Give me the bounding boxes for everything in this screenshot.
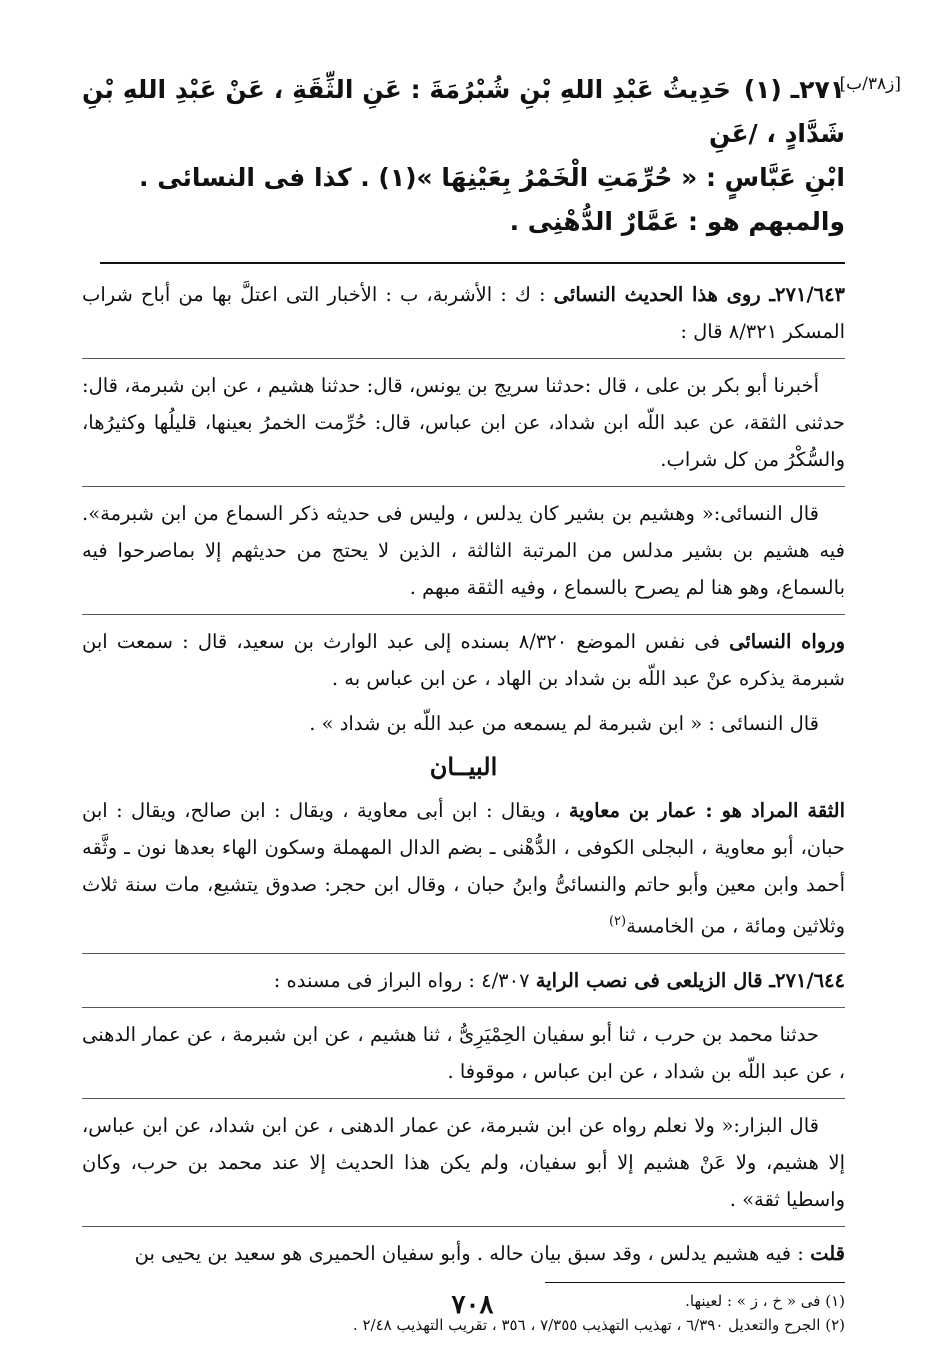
paragraph-bazzar-isnad: حدثنا محمد بن حرب ، ثنا أبو سفيان الحِمْيَرِىُّ ، ثنا هشيم ، عن ابن شبرمة ، عن عمار الدهنى ، عن عبد اللّه بن شداد ، عن ابن عباس ، موقوفا . (82, 1022, 845, 1083)
footnote-2: (٢) الجرح والتعديل ٦/٣٩٠ ، تهذيب التهذيب ٧/٣٥٥ ، ٣٥٦ ، تقريب التهذيب ٢/٤٨ . (352, 1315, 845, 1334)
paragraph-nasai-2 (82, 623, 845, 697)
main-separator (100, 262, 845, 264)
paragraph-lead: ٢٧١/٦٤٣ـ روى هذا الحديث النسائى (553, 283, 846, 306)
paragraph-643 (82, 276, 845, 350)
paragraph-text: ٤/٣٠٧ : رواه البراز فى مسنده : (273, 968, 536, 992)
paragraph-nasai-3: قال النسائى : « ابن شبرمة لم يسمعه من عبد اللّه بن شداد » . (309, 712, 819, 735)
divider (82, 1007, 845, 1008)
hadith-text (82, 68, 845, 244)
divider (82, 953, 845, 954)
paragraph-nasai-comment: قال النسائى:« وهشيم بن بشير كان يدلس ، وليس فى حديثه ذكر السماع من ابن شبرمة». فيه هشيم بن بشير مدلس من المرتبة الثالثة ، الذين لا يحتج من حديثهم إلا بماصرحوا فيه بالسماع، وهو هنا لم يصرح بالسماع ، وفيه الثقة مبهم . (82, 502, 845, 599)
page-number: ٧٠٨ (451, 1290, 494, 1320)
footnote-separator (545, 1282, 845, 1283)
paragraph-qultu (82, 1235, 845, 1272)
divider (82, 358, 845, 359)
hadith-line-1 (82, 68, 845, 156)
paragraph-lead: ورواه النسائى (729, 630, 845, 653)
paragraph-text: ، ويقال : ابن أبى معاوية ، ويقال : ابن صالح، ويقال : ابن حبان، أبو معاوية ، البجلى الكوفى ، الدُّهْنى ـ بضم الدال المهملة وسكون الهاء بعدها نون ـ وثَّقه أحمد وابن معين وأبو حاتم والنسائىُّ وابنُ حبان ، وقال ابن حجر: صدوق يتشيع، مات سنة ثلاث وثلاثين ومائة ، من الخامسة (82, 799, 845, 938)
hadith-line-2: ابْنِ عَبَّاسٍ : « حُرِّمَتِ الْخَمْرُ بِعَيْنِهَا »(١) . كذا فى النسائى . (139, 163, 845, 192)
commentary (82, 276, 845, 1272)
paragraph-text: : ك : الأشربة، ب : الأخبار التى اعتلَّ بها من أباح شراب المسكر ٨/٣٢١ قال : (82, 283, 845, 343)
paragraph-lead: قلت (810, 1241, 845, 1265)
paragraph-text: : فيه هشيم يدلس ، وقد سبق بيان حاله . وأبو سفيان الحميرى هو سعيد بن يحيى بن (134, 1241, 811, 1265)
divider (82, 486, 845, 487)
divider (82, 614, 845, 615)
divider (82, 1098, 845, 1099)
footnote-ref: (٢) (608, 914, 627, 929)
paragraph-bazzar-comment: قال البزار:« ولا نعلم رواه عن ابن شبرمة، عن عمار الدهنى ، عن ابن شداد، عن ابن عباس، إلا هشيم، ولا عَنْ هشيم إلا أبو سفيان، ولم يكن هذا الحديث إلا عند محمد بن حرب، وكان واسطيا ثقة» . (82, 1113, 845, 1211)
hadith-line-1-text: حَدِيثُ عَبْدِ اللهِ بْنِ شُبْرُمَةَ : عَنِ الثِّقَةِ ، عَنْ عَبْدِ اللهِ بْنِ شَدَّادٍ ، /عَنِ (82, 75, 845, 148)
hadith-line-3: والمبهم هو : عَمَّارٌ الدُّهْنِى . (509, 207, 845, 236)
paragraph-644 (82, 962, 845, 999)
paragraph-lead: الثقة المراد هو : عمار بن معاوية (568, 799, 845, 822)
paragraph-text: فى نفس الموضع ٨/٣٢٠ بسنده إلى عبد الوارث بن سعيد، قال : سمعت ابن شبرمة يذكره عنْ عبد اللّه بن شداد بن الهاد ، عن ابن عباس به . (82, 630, 845, 690)
paragraph-thiqa (82, 792, 845, 945)
hadith-number: ٢٧١ـ (١) (743, 75, 845, 104)
manuscript-folio-ref: [ز٣٨/ب] (839, 74, 901, 94)
footnote-1: (١) فى « خ ، ز » : لعينها. (685, 1291, 845, 1310)
divider (82, 1226, 845, 1227)
paragraph-lead: ٢٧١/٦٤٤ـ قال الزيلعى فى نصب الراية (535, 968, 845, 992)
section-heading: البيــان (429, 752, 498, 781)
paragraph-isnad: أخبرنا أبو بكر بن على ، قال :حدثنا سريج بن يونس، قال: حدثنا هشيم ، عن ابن شبرمة، قال: حدثنى الثقة، عن عبد اللّه ابن شداد، عن ابن عباس، قال: حُرِّمت الخمرُ بعينها، قليلُها وكثيرُها، والسُّكْرُ من كل شراب. (82, 374, 845, 471)
